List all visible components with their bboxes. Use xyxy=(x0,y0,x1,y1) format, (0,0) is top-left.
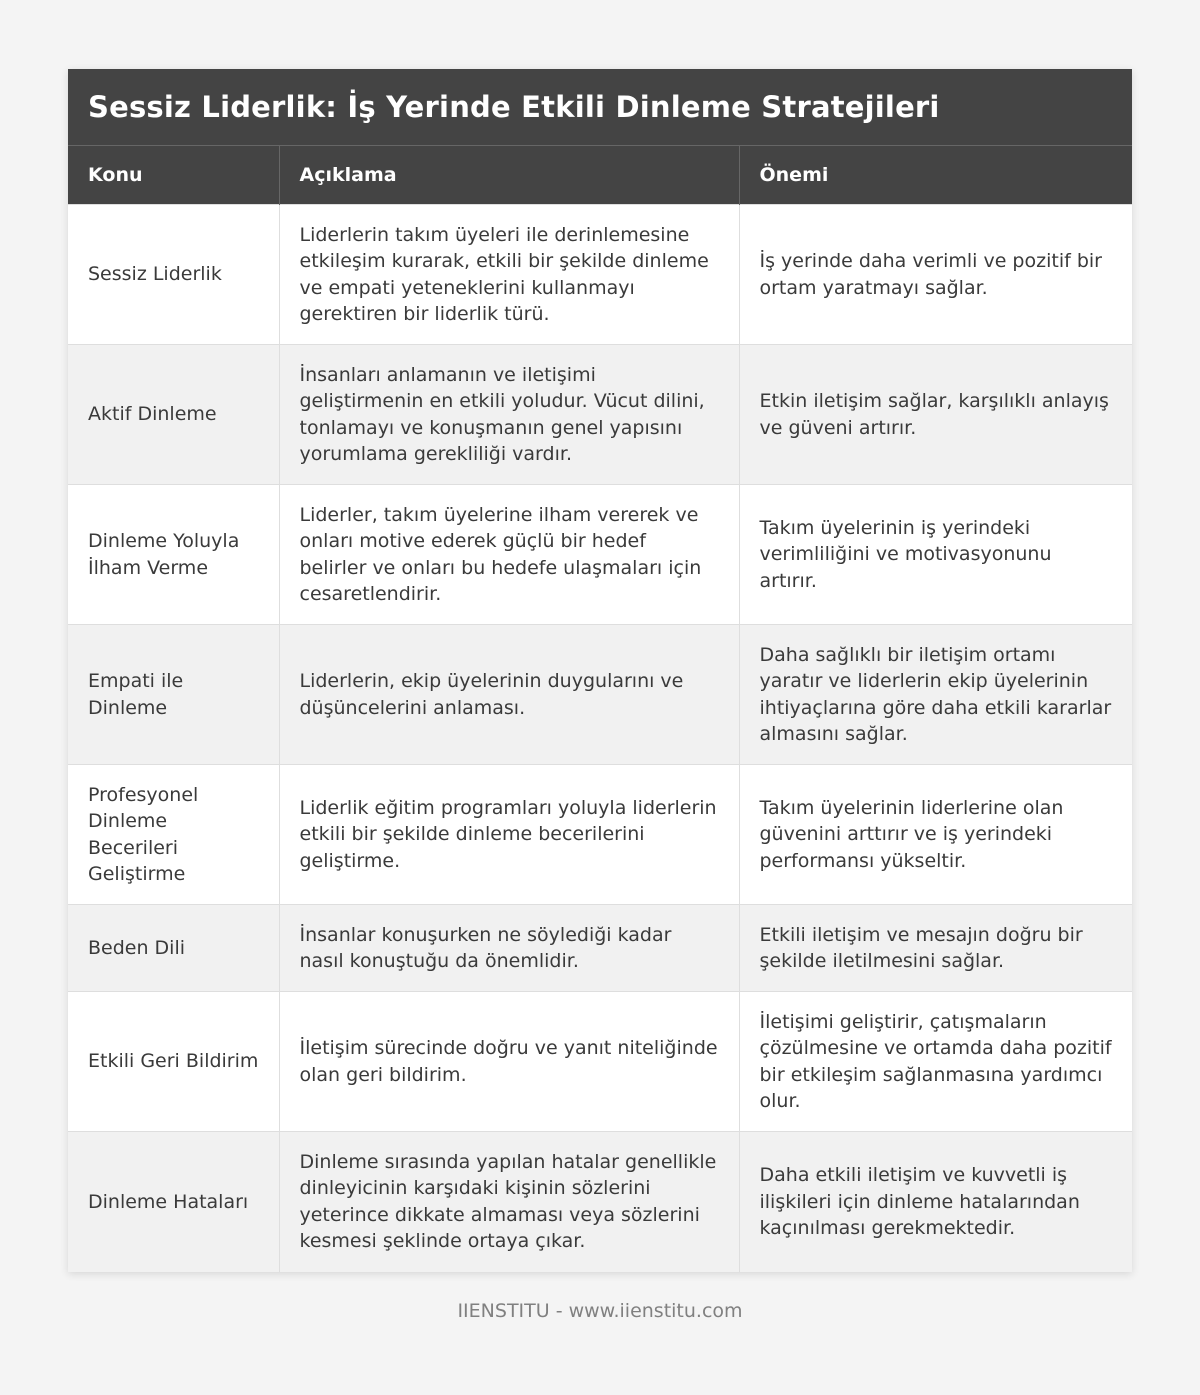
strategy-table-card xyxy=(68,69,1132,1272)
topic-cell: Aktif Dinleme xyxy=(68,345,279,485)
column-header-aciklama: Açıklama xyxy=(279,146,739,205)
title-bar xyxy=(68,69,1132,145)
importance-cell: Daha sağlıklı bir iletişim ortamı yaratır ve liderlerin ekip üyelerinin ihtiyaçlarına göre daha etkili kararlar almasını sağlar. xyxy=(739,625,1132,765)
topic-cell: Sessiz Liderlik xyxy=(68,205,279,345)
column-header-konu: Konu xyxy=(68,146,279,205)
description-cell: Liderlerin, ekip üyelerinin duygularını ve düşüncelerini anlaması. xyxy=(279,625,739,765)
importance-cell: Etkin iletişim sağlar, karşılıklı anlayış ve güveni artırır. xyxy=(739,345,1132,485)
page-title: Sessiz Liderlik: İş Yerinde Etkili Dinleme Stratejileri xyxy=(88,90,940,124)
description-cell: Liderlik eğitim programları yoluyla liderlerin etkili bir şekilde dinleme becerilerini geliştirme. xyxy=(279,765,739,905)
importance-cell: Etkili iletişim ve mesajın doğru bir şekilde iletilmesini sağlar. xyxy=(739,905,1132,992)
table-header-row xyxy=(68,146,1132,205)
importance-cell: Daha etkili iletişim ve kuvvetli iş ilişkileri için dinleme hatalarından kaçınılması gerekmektedir. xyxy=(739,1132,1132,1272)
description-cell: İnsanları anlamanın ve iletişimi geliştirmenin en etkili yoludur. Vücut dilini, tonlamayı ve konuşmanın genel yapısını yorumlama gerekliliği vardır. xyxy=(279,345,739,485)
table-row xyxy=(68,205,1132,345)
importance-cell: İş yerinde daha verimli ve pozitif bir ortam yaratmayı sağlar. xyxy=(739,205,1132,345)
topic-cell: Etkili Geri Bildirim xyxy=(68,992,279,1132)
table-row xyxy=(68,1132,1132,1272)
column-header-onemi: Önemi xyxy=(739,146,1132,205)
importance-cell: Takım üyelerinin iş yerindeki verimliliğini ve motivasyonunu artırır. xyxy=(739,485,1132,625)
topic-cell: Dinleme Yoluyla İlham Verme xyxy=(68,485,279,625)
strategy-table xyxy=(68,145,1132,1272)
description-cell: İnsanlar konuşurken ne söylediği kadar nasıl konuştuğu da önemlidir. xyxy=(279,905,739,992)
importance-cell: Takım üyelerinin liderlerine olan güvenini arttırır ve iş yerindeki performansı yükseltir. xyxy=(739,765,1132,905)
table-row xyxy=(68,485,1132,625)
description-cell: Liderler, takım üyelerine ilham vererek ve onları motive ederek güçlü bir hedef belirler ve onları bu hedefe ulaşmaları için cesaretlendirir. xyxy=(279,485,739,625)
table-row xyxy=(68,765,1132,905)
description-cell: Dinleme sırasında yapılan hatalar genellikle dinleyicinin karşıdaki kişinin sözlerini yeterince dikkate almaması veya sözlerini kesmesi şeklinde ortaya çıkar. xyxy=(279,1132,739,1272)
footer-credit: IIENSTITU - www.iienstitu.com xyxy=(457,1300,743,1322)
topic-cell: Dinleme Hataları xyxy=(68,1132,279,1272)
importance-cell: İletişimi geliştirir, çatışmaların çözülmesine ve ortamda daha pozitif bir etkileşim sağlanmasına yardımcı olur. xyxy=(739,992,1132,1132)
table-row xyxy=(68,345,1132,485)
description-cell: Liderlerin takım üyeleri ile derinlemesine etkileşim kurarak, etkili bir şekilde dinleme ve empati yeteneklerini kullanmayı gerektiren bir liderlik türü. xyxy=(279,205,739,345)
table-row xyxy=(68,992,1132,1132)
topic-cell: Empati ile Dinleme xyxy=(68,625,279,765)
table-row xyxy=(68,905,1132,992)
description-cell: İletişim sürecinde doğru ve yanıt niteliğinde olan geri bildirim. xyxy=(279,992,739,1132)
topic-cell: Beden Dili xyxy=(68,905,279,992)
table-row xyxy=(68,625,1132,765)
topic-cell: Profesyonel Dinleme Becerileri Geliştirme xyxy=(68,765,279,905)
